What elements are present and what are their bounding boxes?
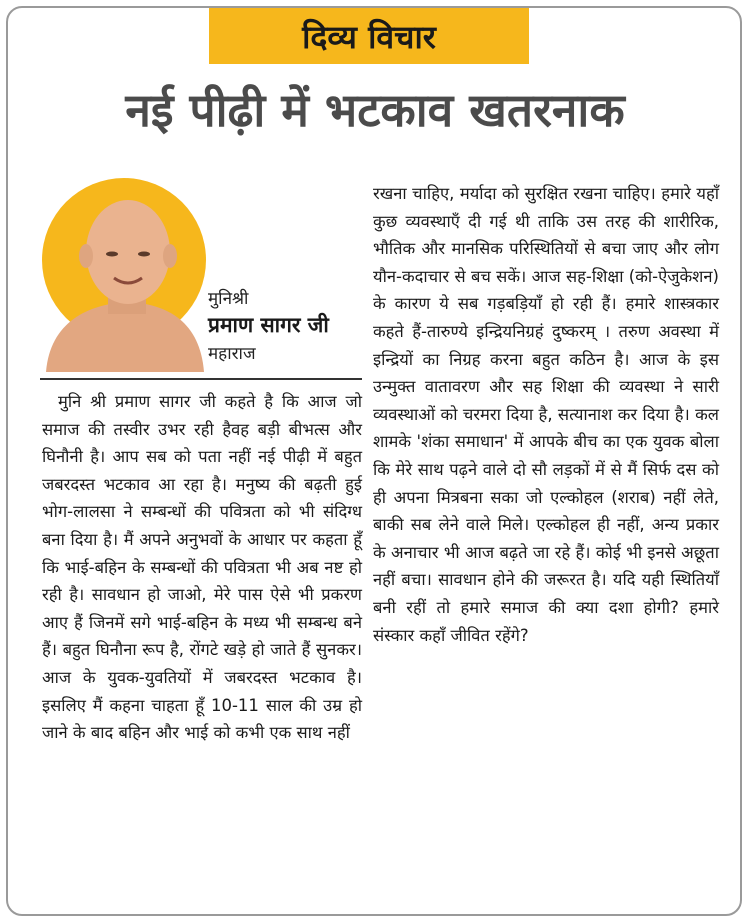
- byline-suffix: महाराज: [208, 344, 256, 364]
- portrait-eye-left: [106, 252, 118, 257]
- portrait-head: [86, 200, 170, 304]
- article-column-right: रखना चाहिए, मर्यादा को सुरक्षित रखना चाहिए। हमारे यहाँ कुछ व्यवस्थाएँ दी गई थी ताकि उस तरह की शारीरिक, भौतिक और मानसिक परिस्थितियों से बचा जाए और लोग यौन-कदाचार से बच सकें। आज सह-शिक्षा (को-ऐजुकेशन) के कारण ये सब गड़बड़ियाँ हो रही हैं। हमारे शास्त्रकार कहते हैं-तारुण्ये इन्द्रियनिग्रहं दुष्करम् । तरुण अवस्था में इन्द्रियों का निग्रह करना बहुत कठिन है। आज के इस उन्मुक्त वातावरण और सह शिक्षा की व्यवस्था ने सारी व्यवस्थाओं को चरमरा दिया है, सत्यानाश कर दिया है। कल शामके 'शंका समाधान' में आपके बीच का एक युवक बोला कि मेरे साथ पढ़ने वाले दो सौ लड़कों में से मैं सिर्फ दस को ही अपना मित्रबना सका जो एल्कोहल (शराब) नहीं लेते, बाकी सब लेने वाले मिले। एल्कोहल ही नहीं, अन्य प्रकार के अनाचार भी आज बढ़ते जा रहे हैं। कोई भी इनसे अछूता नहीं बचा। सावधान होने की जरूरत है। यदि यही स्थितियाँ बनी रहीं तो हमारे समाज की क्या दशा होगी? हमारे संस्कार कहाँ जीवित रहेंगे?: [373, 184, 719, 645]
- author-portrait: [28, 172, 218, 372]
- article-column-left: मुनि श्री प्रमाण सागर जी कहते है कि आज जो समाज की तस्वीर उभर रही हैवह बड़ी बीभत्स और घिनौनी है। आप सब को पता नहीं नई पीढ़ी में बहुत जबरदस्त भटकाव आ रहा है। मनुष्य की बढ़ती हुई भोग-लालसा ने सम्बन्धों की पवित्रता को भी संदिग्ध बना दिया है। मैं अपने अनुभवों के आधार पर कहता हूँ कि भाई-बहिन के सम्बन्धों की पवित्रता भी अब नष्ट हो रही है। सावधान हो जाओ, मेरे पास ऐसे भी प्रकरण आए हैं जिनमें सगे भाई-बहिन के मध्य भी सम्बन्ध बने हैं। बहुत घिनौना रूप है, रोंगटे खड़े हो जाते हैं सुनकर। आज के युवक-युवतियों में जबरदस्त भटकाव है। इसलिए मैं कहना चाहता हूँ 10-11 साल की उम्र हो जाने के बाद बहिन और भाई को कभी एक साथ नहीं: [42, 392, 362, 743]
- portrait-ear-right: [163, 244, 177, 268]
- section-label: दिव्य विचार: [302, 17, 436, 56]
- byline-prefix: मुनिश्री: [208, 289, 249, 309]
- byline-divider: [40, 378, 362, 380]
- portrait-eye-right: [138, 252, 150, 257]
- portrait-ear-left: [79, 244, 93, 268]
- author-name: प्रमाण सागर जी: [208, 313, 329, 337]
- headline: नई पीढ़ी में भटकाव खतरनाक: [125, 83, 625, 137]
- section-banner: [209, 8, 529, 64]
- byline: [208, 286, 368, 364]
